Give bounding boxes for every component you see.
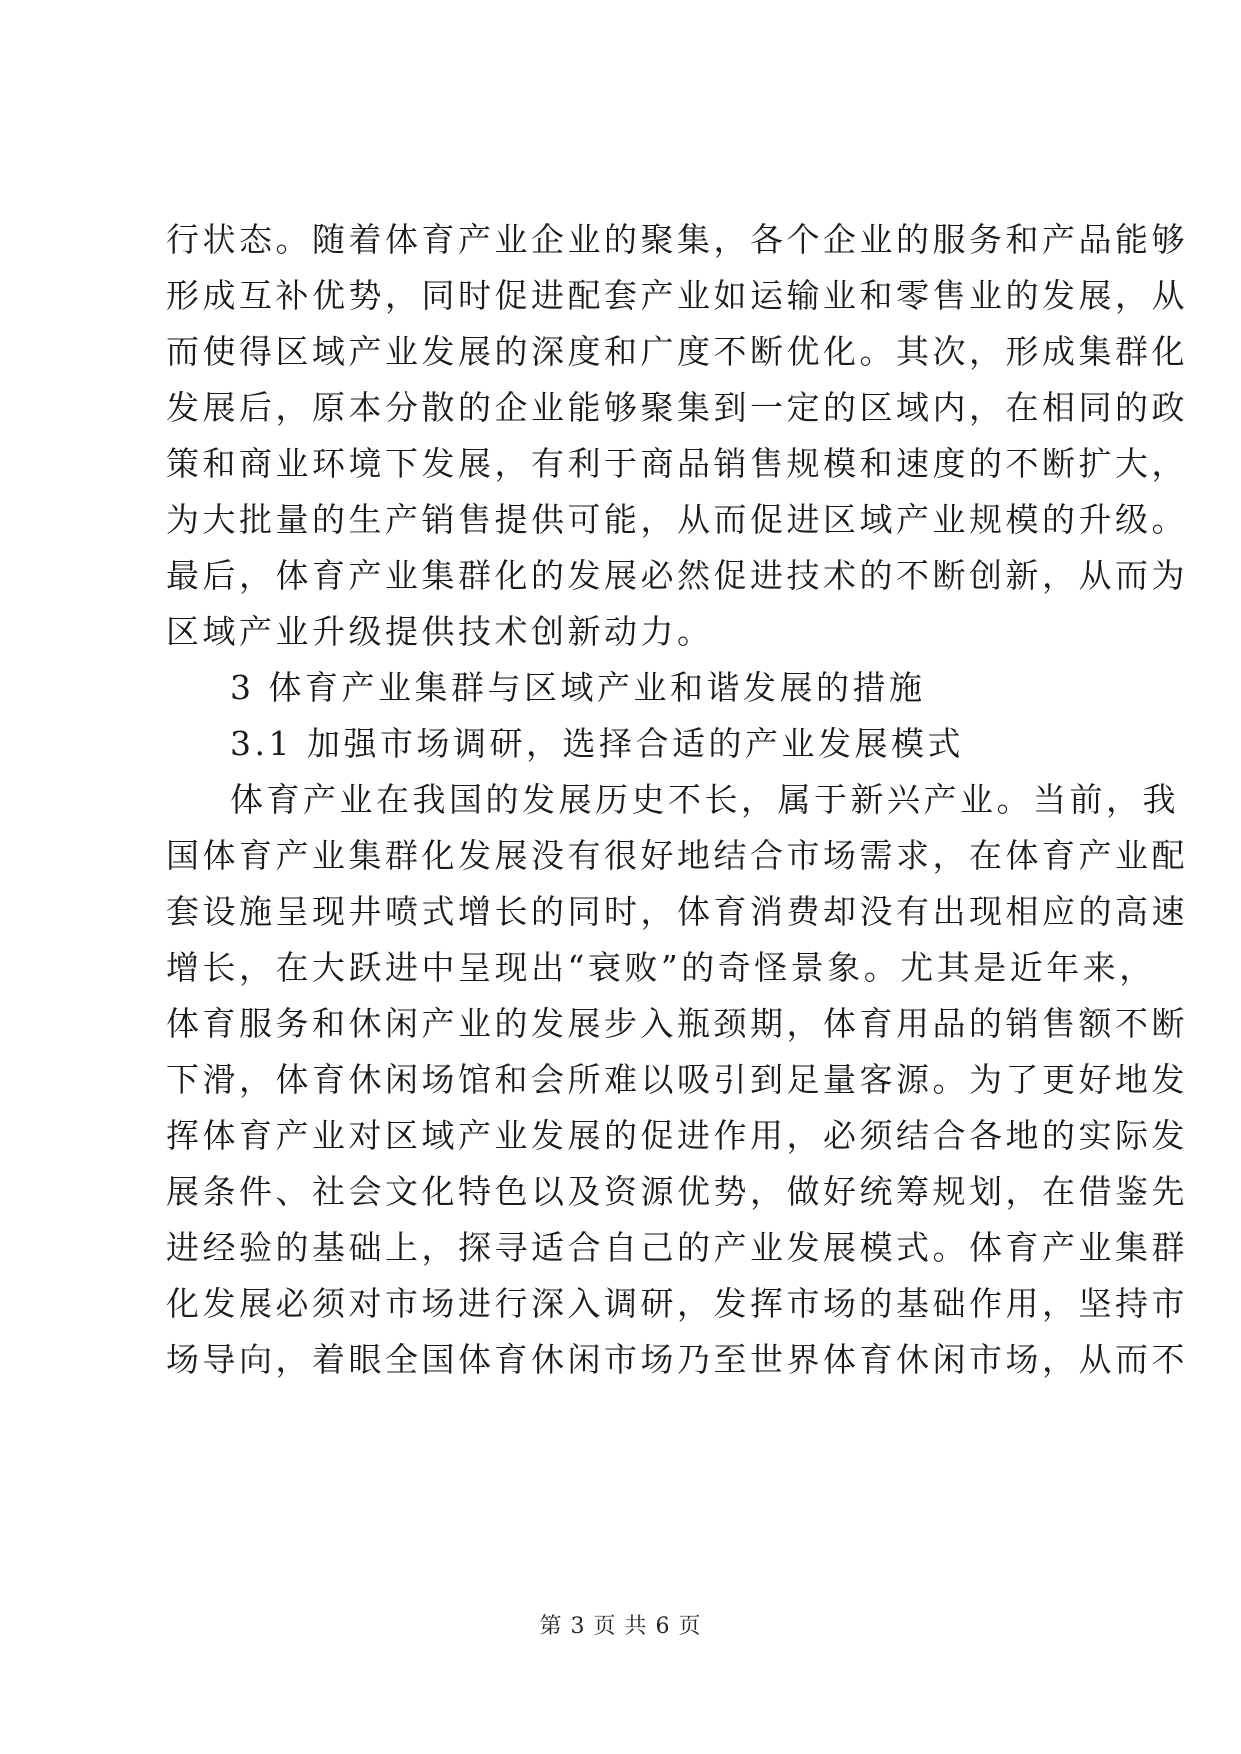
section-heading: 3 体育产业集群与区域产业和谐发展的措施 <box>230 668 926 707</box>
paragraph-line: 而使得区域产业发展的深度和广度不断优化。其次，形成集群化 <box>166 332 1188 371</box>
paragraph-line: 形成互补优势，同时促进配套产业如运输业和零售业的发展，从 <box>166 276 1188 315</box>
paragraph-line: 体育产业在我国的发展历史不长，属于新兴产业。当前，我 <box>230 780 1179 819</box>
paragraph-line: 挥体育产业对区域产业发展的促进作用，必须结合各地的实际发 <box>166 1116 1188 1155</box>
paragraph-line: 发展后，原本分散的企业能够聚集到一定的区域内，在相同的政 <box>166 388 1188 427</box>
paragraph-line: 进经验的基础上，探寻适合自己的产业发展模式。体育产业集群 <box>166 1228 1188 1267</box>
paragraph-line: 为大批量的生产销售提供可能，从而促进区域产业规模的升级。 <box>166 500 1188 539</box>
paragraph-line: 增长，在大跃进中呈现出“衰败”的奇怪景象。尤其是近年来， <box>166 948 1156 987</box>
page-number-footer: 第 3 页 共 6 页 <box>539 1614 702 1639</box>
paragraph-line: 下滑，体育休闲场馆和会所难以吸引到足量客源。为了更好地发 <box>166 1060 1188 1099</box>
paragraph-line: 展条件、社会文化特色以及资源优势，做好统筹规划，在借鉴先 <box>166 1172 1188 1211</box>
paragraph-line: 场导向，着眼全国体育休闲市场乃至世界体育休闲市场，从而不 <box>166 1340 1188 1379</box>
paragraph-line: 体育服务和休闲产业的发展步入瓶颈期，体育用品的销售额不断 <box>166 1004 1188 1043</box>
subsection-heading: 3.1 加强市场调研，选择合适的产业发展模式 <box>230 724 964 763</box>
paragraph-line: 国体育产业集群化发展没有很好地结合市场需求，在体育产业配 <box>166 836 1188 875</box>
paragraph-line: 套设施呈现井喷式增长的同时，体育消费却没有出现相应的高速 <box>166 892 1188 931</box>
paragraph-line: 策和商业环境下发展，有利于商品销售规模和速度的不断扩大， <box>166 444 1188 483</box>
paragraph-line: 行状态。随着体育产业企业的聚集，各个企业的服务和产品能够 <box>166 220 1188 259</box>
paragraph-line: 化发展必须对市场进行深入调研，发挥市场的基础作用，坚持市 <box>166 1284 1188 1323</box>
paragraph-line: 最后，体育产业集群化的发展必然促进技术的不断创新，从而为 <box>166 556 1188 595</box>
paragraph-line: 区域产业升级提供技术创新动力。 <box>166 612 714 651</box>
